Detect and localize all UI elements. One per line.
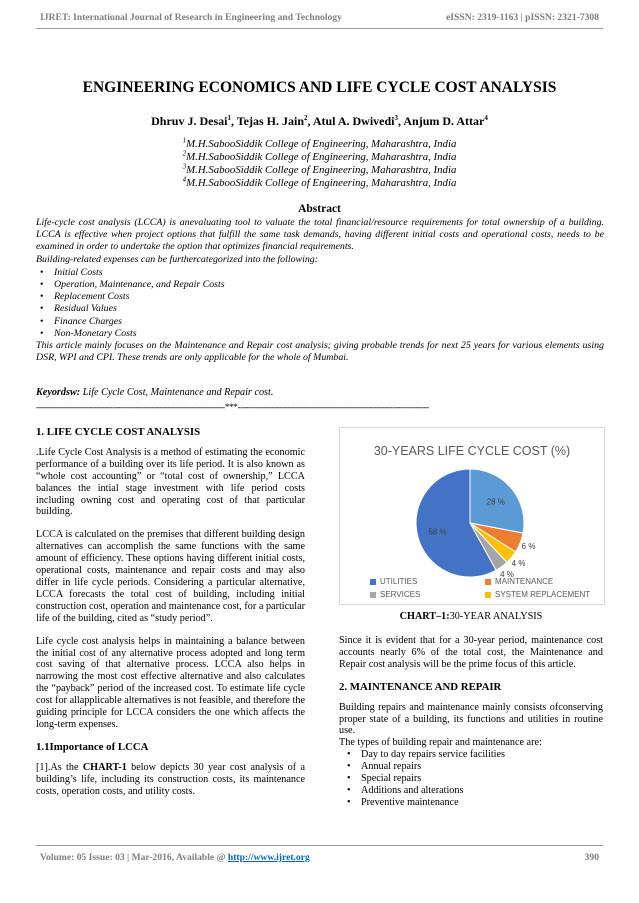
author-name: Atul A. Dwivedi	[312, 114, 395, 128]
right-column	[339, 635, 603, 809]
list-item: • Finance Charges	[54, 316, 604, 328]
chart-title: 30-YEARS LIFE CYCLE COST (%)	[373, 444, 571, 458]
author-name: Anjum D. Attar	[403, 114, 485, 128]
abstract-heading: Abstract	[298, 203, 341, 215]
footer-rule	[36, 845, 603, 846]
legend-swatch	[370, 579, 376, 585]
list-item: • Residual Values	[54, 303, 604, 315]
running-footer	[40, 852, 599, 863]
abstract-paragraph: Life-cycle cost analysis (LCCA) is anevaluating tool to valuate the total financial/resource requirements for total ownership of a building. LCCA is effective when project options that fulfill the same task demands, having different initial costs and operational costs, needs to be examined in order to undertake the option that optimizes financial requirements.	[36, 217, 604, 253]
pie-chart	[339, 427, 605, 605]
authors-line: Dhruv J. Desai$^1$, Tejas H. Jain$^2$, Atul A. Dwivedi$^3$, Anjum D. Attar$^4$	[151, 114, 488, 128]
legend-swatch	[485, 592, 491, 598]
keywords	[36, 387, 604, 398]
footer-volume: Volume: 05 Issue: 03 | Mar-2016, Available @ http://www.ijret.org	[40, 852, 310, 863]
body-paragraph: [1].As the CHART-1 below depicts 30 year cost analysis of a building’s life, including its construction costs, its maintenance costs, operation costs, and utility costs.	[36, 761, 305, 797]
affiliation: $^2$M.H.SabooSiddik College of Engineering, Maharashtra, India	[182, 149, 457, 163]
list-item: • Special repairs	[361, 773, 603, 785]
body-paragraph: LCCA is calculated on the premises that different building design alternatives can accomplish the same functions with the same amount of efficiency. These options having different initial costs, operational costs, maintenance and repair costs and may also differ in life cycle periods. Considering a particular alternative, LCCA forecasts the total cost of building, including initial construction cost, operation and maintenance cost, for a particular life of the building, cited as “study period”.	[36, 529, 305, 624]
affiliation: $^1$M.H.SabooSiddik College of Engineering, Maharashtra, India	[182, 136, 457, 150]
subsection-heading: 1.1Importance of LCCA	[36, 740, 149, 753]
author-name: Tejas H. Jain	[236, 114, 304, 128]
list-item: • Initial Costs	[54, 267, 604, 279]
body-paragraph: Since it is evident that for a 30-year period, maintenance cost accounts nearly 6% of the total cost, the Maintenance and Repair cost analysis will be the prime focus of this article.	[339, 635, 603, 670]
list-item: • Additions and alterations	[361, 785, 603, 797]
left-column	[36, 427, 305, 808]
paper-title: ENGINEERING ECONOMICS AND LIFE CYCLE COST ANALYSIS	[82, 79, 557, 96]
list-item: • Preventive maintenance	[361, 797, 603, 809]
author-sup: 4	[484, 114, 488, 122]
author-sup: 3	[394, 114, 399, 122]
section-heading: 2. MAINTENANCE AND REPAIR	[339, 680, 502, 693]
legend-item: UTILITIES	[370, 577, 417, 586]
chart-reference: CHART-1	[82, 761, 127, 773]
section-heading: 1. LIFE CYCLE COST ANALYSIS	[36, 426, 201, 438]
affiliations	[0, 138, 639, 190]
author-sup: 1	[227, 114, 231, 122]
issn: eISSN: 2319-1163 | pISSN: 2321-7308	[446, 12, 599, 23]
body-paragraph: .Life Cycle Cost Analysis is a method of estimating the economic performance of a building over its life period. It is also known as “whole cost accounting” or “total cost of ownership,” LCCA balances the intial stage investment with life period costs including owning cost and operating cost of that particular building.	[36, 446, 305, 518]
slice-label: 4 %	[500, 569, 514, 579]
abstract-body	[36, 217, 604, 364]
author-sup: 2	[304, 114, 308, 122]
slice-label: 28 %	[486, 497, 505, 507]
section-separator: ------------------------------------------------------------------------***-------------------------------------------------------------------------	[36, 403, 429, 413]
journal-link[interactable]: http://www.ijret.org	[227, 852, 310, 863]
affiliation: $^4$M.H.SabooSiddik College of Engineering, Maharashtra, India	[182, 175, 457, 189]
body-paragraph: Life cycle cost analysis helps in maintaining a balance between the initial cost of any alternative process adopted and long term cost saving of that alternative process. LCCA also helps in narrowing the most cost effective alternative and also calculates the “payback” period of the increased cost. To estimate life cycle cost for allapplicable alternatives is not feasible, and therefore the guiding principle for LCCA considers the one which affects the long-term expenses.	[36, 635, 305, 730]
keywords-text: Life Cycle Cost, Maintenance and Repair cost.	[80, 387, 274, 398]
affiliation: $^3$M.H.SabooSiddik College of Engineering, Maharashtra, India	[182, 162, 457, 176]
keywords-label: Keyordsw:	[36, 387, 81, 398]
maintenance-types-list	[339, 749, 603, 809]
list-item: • Annual repairs	[361, 761, 603, 773]
list-item: • Replacement Costs	[54, 291, 604, 303]
author-name: Dhruv J. Desai	[151, 114, 228, 128]
header-rule	[36, 28, 603, 29]
body-paragraph: The types of building repair and maintenance are:	[339, 737, 542, 749]
slice-label: 4 %	[511, 559, 526, 569]
expense-list	[36, 267, 604, 340]
abstract-paragraph: This article mainly focuses on the Maintenance and Repair cost analysis; giving probable trends for next 25 years for various elements using DSR, WPI and CPI. These trends are only applicable for the whole of Mumbai.	[36, 340, 604, 364]
chart-caption: CHART–1:30-YEAR ANALYSIS	[399, 611, 543, 622]
list-item: • Operation, Maintenance, and Repair Costs	[54, 279, 604, 291]
legend-item: MAINTENANCE	[485, 577, 553, 586]
slice-label: 6 %	[521, 542, 536, 552]
list-item: • Day to day repairs service facilities	[361, 749, 603, 761]
slice-label: 58 %	[428, 527, 447, 537]
legend-item: SERVICES	[370, 590, 420, 599]
running-header	[40, 12, 599, 23]
list-item: • Non-Monetary Costs	[54, 328, 604, 340]
body-paragraph: Building repairs and maintenance mainly consists ofconserving proper state of a building, its functions and utilities in routine use.	[339, 701, 603, 737]
page-number: 390	[584, 852, 599, 863]
abstract-paragraph: Building-related expenses can be furthercategorized into the following:	[36, 253, 319, 265]
legend-item: SYSTEM REPLACEMENT	[485, 590, 590, 599]
legend-swatch	[485, 579, 491, 585]
legend-swatch	[370, 592, 376, 598]
journal-name: IJRET: International Journal of Research in Engineering and Technology	[40, 12, 342, 23]
